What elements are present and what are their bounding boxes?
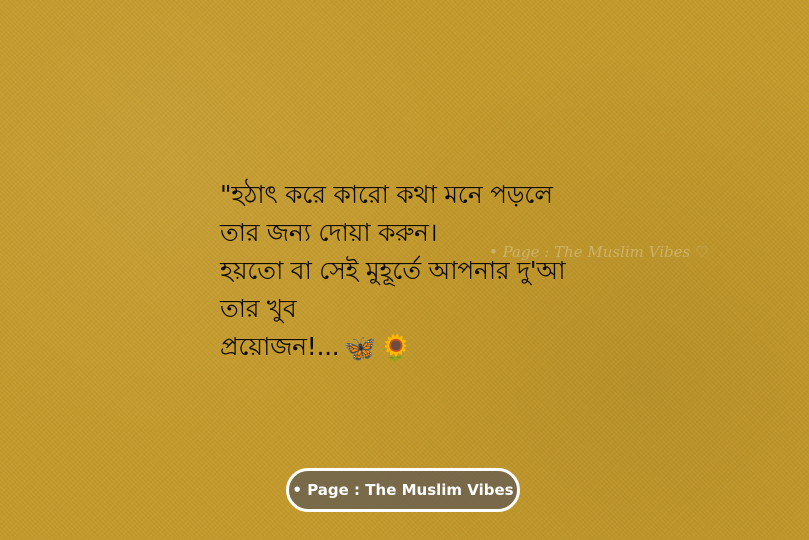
quote-line-1: "হঠাৎ করে কারো কথা মনে পড়লে [220, 180, 553, 209]
watermark: • Page : The Muslim Vibes ♡ [489, 243, 709, 261]
page-badge [286, 468, 520, 512]
quote-line-2: তার জন্য দোয়া করুন। [220, 218, 438, 247]
sunflower-icon: 🌻 [379, 334, 412, 364]
quote-line-5 [220, 328, 600, 368]
quote-line-3: হয়তো বা সেই মুহূর্তে আপনার দু'আ [220, 256, 566, 285]
quote-line-5-text: প্রয়োজন!... [220, 332, 340, 361]
quote-text [220, 176, 600, 368]
page-badge-label: • Page : The Muslim Vibes [292, 481, 514, 499]
butterfly-icon: 🦋 [343, 334, 376, 364]
quote-line-4: তার খুব [220, 294, 297, 323]
